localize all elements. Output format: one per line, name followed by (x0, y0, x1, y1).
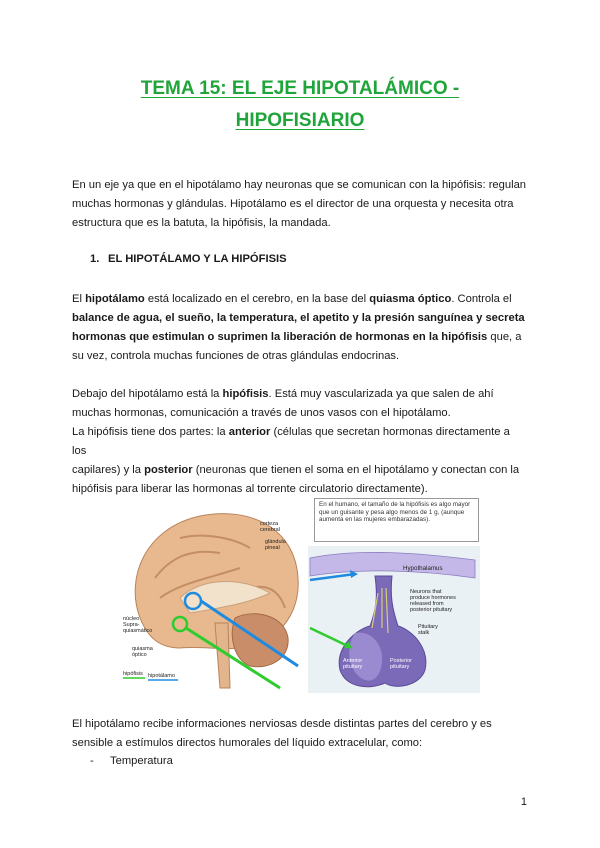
paragraph-line: hipófisis para liberar las hormonas al torrente circulatorio directamente). (72, 483, 428, 495)
page-title-line-2: HIPOFISIARIO (235, 110, 365, 131)
label-pineal: pineal (265, 545, 280, 551)
label-nucleo: núcleo (123, 616, 140, 622)
section-number: 1. (90, 253, 100, 265)
paragraph-line: La hipófisis tiene dos partes: la anterior (células que secretan hormonas directamente a los (72, 426, 510, 457)
figure-note-box: En el humano, el tamaño de la hipófisis es algo mayor que un guisante y pesa algo menos de 1 g, (aunque aumenta en las mujeres embarazadas). (314, 498, 479, 542)
label-neurons-3: released from (410, 601, 444, 607)
label-hypothalamus: Hypothalamus (403, 565, 443, 572)
paragraph-hipotalamo (72, 290, 527, 366)
label-corteza: corteza (260, 521, 279, 527)
label-posterior-2: pituitary (390, 664, 410, 670)
intro-paragraph (72, 176, 527, 233)
paragraph-line: su vez, controla muchas funciones de otras glándulas endocrinas. (72, 350, 400, 362)
paragraph-line: balance de agua, el sueño, la temperatura, el apetito y la presión sanguínea y secreta (72, 312, 525, 324)
label-stalk-1: Pituitary (418, 624, 438, 630)
label-hipofisis: hipófisis (123, 671, 143, 677)
paragraph-line: sensible a estímulos directos humorales del líquido extracelular, como: (72, 737, 423, 749)
paragraph-line: capilares) y la posterior (neuronas que tienen el soma en el hipotálamo y conectan con la (72, 464, 520, 476)
label-quiasma: quiasma (132, 646, 153, 652)
paragraph-line: El hipotálamo recibe informaciones nerviosas desde distintas partes del cerebro y es (72, 718, 492, 730)
paragraph-line: Debajo del hipotálamo está la hipófisis. Está muy vascularizada ya que salen de ahí (72, 388, 494, 400)
list-item (90, 755, 173, 767)
label-supra: Supra- (123, 622, 140, 628)
label-optico: óptico (132, 652, 147, 658)
paragraph-hipofisis (72, 385, 527, 499)
bullet-text: Temperatura (110, 755, 173, 767)
label-posterior-1: Posterior (390, 658, 413, 664)
label-neurons-1: Neurons that (410, 589, 442, 595)
intro-line: En un eje ya que en el hipotálamo hay neuronas que se comunican con la hipófisis: regulan (72, 179, 527, 191)
label-hipotalamo: hipotálamo (148, 673, 175, 679)
bullet-dash: - (90, 755, 94, 767)
label-quiasmatico: quiasmático (123, 628, 153, 634)
label-neurons-2: produce hormones (410, 595, 456, 601)
label-anterior-2: pituitary (343, 664, 363, 670)
paragraph-line: muchas hormonas, comunicación a través de unos vasos con el hipotálamo. (72, 407, 451, 419)
intro-line: estructura que es la batuta, la hipófisis, la mandada. (72, 217, 331, 229)
label-anterior-1: Anterior (343, 658, 363, 664)
page-number: 1 (520, 796, 527, 808)
label-stalk-2: stalk (418, 630, 430, 636)
paragraph-line: hormonas que estimulan o suprimen la liberación de hormonas en la hipófisis que, a (72, 331, 522, 343)
label-neurons-4: posterior pituitary (410, 607, 453, 613)
section-heading (90, 253, 287, 265)
paragraph-informaciones (72, 715, 527, 753)
section-title: EL HIPOTÁLAMO Y LA HIPÓFISIS (108, 253, 287, 265)
paragraph-line: El hipotálamo está localizado en el cerebro, en la base del quiasma óptico. Controla el (72, 293, 512, 305)
label-glandula: glándula (265, 539, 286, 545)
page-title-line-1: TEMA 15: EL EJE HIPOTALÁMICO - (140, 78, 460, 99)
intro-line: muchas hormonas y glándulas. Hipotálamo es el director de una orquesta y necesita otra (72, 198, 514, 210)
label-cerebral: cerebral (260, 527, 280, 533)
